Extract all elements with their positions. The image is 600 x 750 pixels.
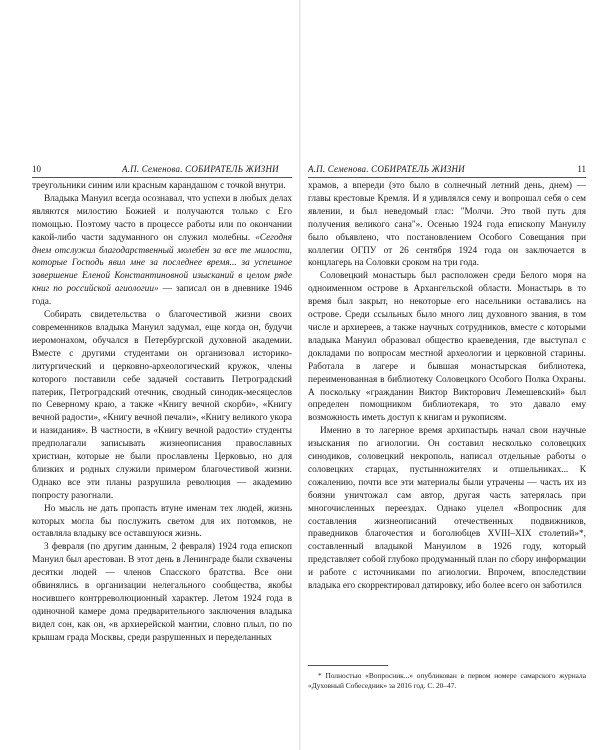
right-page-number: 11	[577, 164, 586, 174]
left-paragraph-text: Владыка Мануил всегда осознавал, что успехи в любых делах являются милостию Божией и получаются только с Его помощью. Поэтому часто в процессе работы или по окончании какой-либо части задуманного он служил молебны.	[32, 193, 292, 243]
left-paragraph-text: — записал он в дневнике 1946 года.	[32, 284, 292, 308]
diary-quote: «Сегодня днем отслужил благодарственный молебен за все те милости, которые Господь явил мне за последнее время... за успешное завершение Еленой Константиновной изысканий в целом ряде книг по российской агиологии»	[32, 232, 292, 295]
left-page-number: 10	[32, 164, 41, 174]
left-paragraph	[32, 193, 292, 309]
left-paragraph: треугольники синим или красным карандашом с точкой внутри.	[32, 181, 286, 191]
left-page-body	[32, 180, 292, 645]
right-paragraph: Соловецкий монастырь был расположен среди Белого моря на одноименном острове в Архангельской области. Монастырь в то время был закрыт, но некоторые его насельники оставались на острове. Среди ссыльных было много лиц духовного звания, в том числе и архиереев, а также научных сотрудников, вместе с которыми владыка Мануил образовал общество краеведения, где выступал с докладами по вопросам местной археологии и церковной старины. Работала в лагере и бывшая монастырская библиотека, переименованная в библиотеку Соловецкого Особого Полка Охраны. А поскольку «гражданин Виктор Викторович Лемешевский» был определен помощником библиотекаря, то это давало ему возможность иметь доступ к книгам и рукописям.	[308, 271, 586, 424]
left-paragraph: Но мысль не дать пропасть втуне именам тех людей, жизнь которых могла бы послужить светом для их потомков, не оставляла владыку все оставшуюся жизнь.	[32, 503, 292, 540]
right-paragraph: храмов, а впереди (это было в солнечный летний день, днем) — главы крестовые Кремля. И я удивлялся сему и вопрошал себя о сем явлении, и был неведомый глас: "Молчи. Это твой путь для получения великого сана"». Осенью 1924 года епископу Мануилу было объявлено, что постановлением Особого Совещания при коллегии ОГПУ от 26 сентября 1924 года он заключается в концлагерь на Соловки сроком на три года.	[308, 181, 586, 269]
right-page	[308, 0, 592, 750]
right-paragraph: Именно в то лагерное время архипастырь начал свои научные изыскания по агиологии. Он составил несколько соловецких синодиков, соловецкий некрополь, написал отдельные работы о соловецких старцах, пустынножителях и отшельниках... К сожалению, почти все эти материалы были утрачены — часть их из боязни уничтожал сам автор, другая часть затерялась при многочисленных переездах. Однако уцелел «Вопросник для составления жизнеописаний отечественных подвижников, праведников благочестия и боголюбцев XVIII–XIX столетий»*, составленный владыкой Мануилом в 1926 году, который представляет собой глубоко продуманный план по сбору информации и работе с источниками по агиологии. Впрочем, впоследствии владыка его скорректировал датировку, ибо более всего он заботился	[308, 426, 586, 592]
book-gutter	[299, 0, 301, 750]
left-page	[8, 0, 292, 750]
footnote-rule	[308, 665, 388, 666]
left-page-header	[32, 163, 292, 178]
right-running-title: А.П. Семенова. СОБИРАТЕЛЬ ЖИЗНИ	[308, 164, 465, 174]
footnote: * Полностью «Вопросник...» опубликован в первом номере самарского журнала «Духовный Собеседник» за 2016 год. С. 20–47.	[308, 671, 586, 690]
right-page-body	[308, 180, 586, 593]
left-paragraph: 3 февраля (по другим данным, 2 февраля) 1924 года епископ Мануил был арестован. В этот день в Ленинграде были схвачены десятки людей — членов Спасского братства. Все они обвинялись в организации нелегального сообщества, якобы носившего контрреволюционный характер. Летом 1924 года в одиночной камере дома предварительного заключения владыка видел сон, как он, «в архиерейской мантии, словно плыл, по по крышам града Москвы, среди разрушенных и переделанных	[32, 542, 292, 643]
right-page-header	[308, 163, 586, 178]
left-paragraph: Собирать свидетельства о благочестивой жизни своих современников владыка Мануил задумал, еще когда он, будучи иеромонахом, обучался в Петербургской духовной академии. Вместе с другими студентами он организовал историко-литургический и церковно-археологический кружок, члены которого поставили себе задачей составить Петроградский патерик, Петроградский отечник, сводный синодик-месяцеслов по Северному краю, а также «Книгу вечной скорби», «Книгу вечной радости», «Книгу вечной печали», «Книгу великого укора и назидания». В частности, в «Книгу вечной радости» студенты предполагали записывать жизнеописания православных христиан, которые не были прославлены Церковью, но для близких и родных служили примером благочестивой жизни. Однако все эти планы разрушила революция — академию попросту разогнали.	[32, 310, 292, 501]
left-running-title: А.П. Семенова. СОБИРАТЕЛЬ ЖИЗНИ	[122, 164, 279, 174]
